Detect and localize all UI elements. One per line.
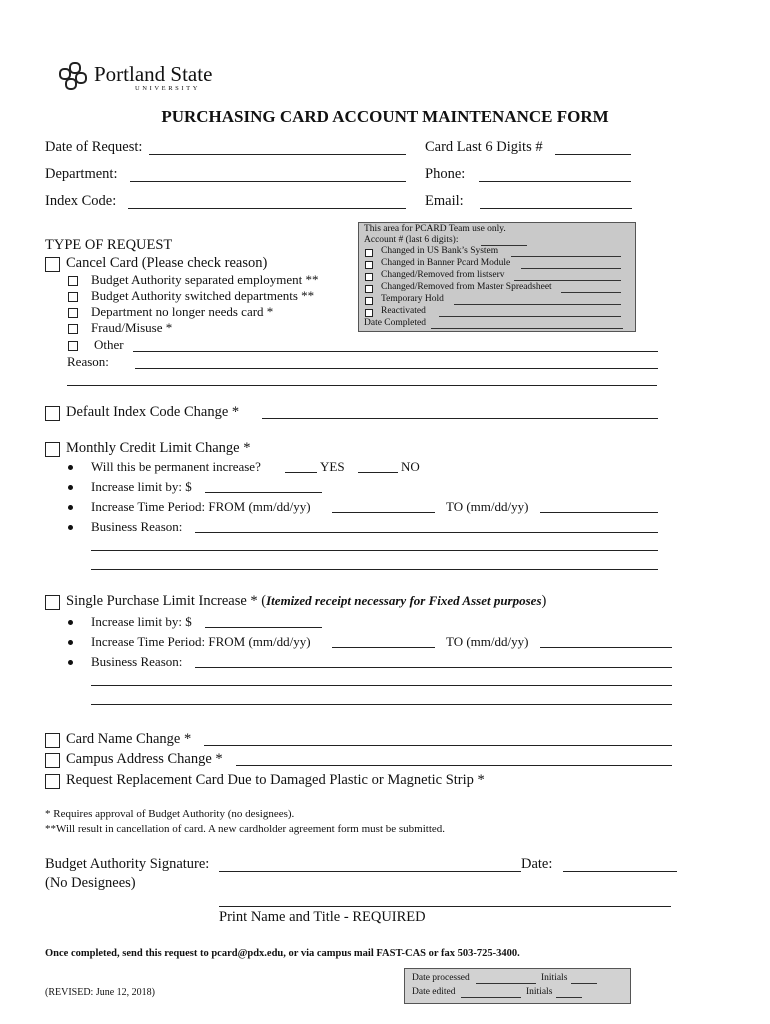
bullet	[68, 525, 73, 530]
pcard-item-checkbox[interactable]	[365, 309, 373, 317]
bullet	[68, 465, 73, 470]
single-reason-field-2[interactable]	[91, 685, 672, 686]
replacement-label: Request Replacement Card Due to Damaged Plastic or Magnetic Strip *	[66, 772, 485, 788]
pcard-item-checkbox[interactable]	[365, 249, 373, 257]
date-of-request-field[interactable]	[149, 154, 406, 155]
office-use-area	[404, 968, 631, 1004]
pcard-item-field[interactable]	[561, 292, 621, 293]
permanent-question: Will this be permanent increase?	[91, 459, 261, 474]
cancel-reason-label: Department no longer needs card *	[91, 304, 274, 319]
email-field[interactable]	[480, 208, 632, 209]
date-processed-field[interactable]	[476, 983, 536, 984]
card-name-field[interactable]	[204, 745, 672, 746]
index-code-field[interactable]	[128, 208, 406, 209]
bullet	[68, 485, 73, 490]
increase-by-label: Increase limit by: $	[91, 614, 192, 629]
single-limit-heading: Single Purchase Limit Increase * (	[66, 593, 267, 609]
reason-checkbox[interactable]	[68, 276, 78, 286]
logo-mark-icon	[56, 60, 90, 92]
other-field[interactable]	[133, 351, 658, 352]
pcard-item-field[interactable]	[514, 280, 621, 281]
pcard-item: Changed in US Bank’s System	[381, 246, 499, 256]
single-increase-field[interactable]	[205, 627, 322, 628]
cancel-reason-label: Fraud/Misuse *	[91, 320, 173, 335]
initials-label: Initials	[541, 973, 568, 983]
business-reason-label: Business Reason:	[91, 519, 183, 534]
logo-sub: UNIVERSITY	[135, 85, 200, 92]
date-edited-field[interactable]	[461, 997, 521, 998]
other-label: Other	[94, 337, 124, 352]
note-cancellation: **Will result in cancellation of card. A new cardholder agreement form must be submitted.	[45, 823, 446, 835]
single-limit-checkbox[interactable]	[45, 595, 60, 610]
yes-label: YES	[320, 459, 345, 474]
period-from-label: Increase Time Period: FROM (mm/dd/yy)	[91, 499, 311, 514]
monthly-increase-field[interactable]	[205, 492, 322, 493]
no-label: NO	[401, 459, 420, 474]
monthly-from-field[interactable]	[332, 512, 435, 513]
pcard-item-field[interactable]	[439, 316, 621, 317]
increase-by-label: Increase limit by: $	[91, 479, 192, 494]
bullet	[68, 505, 73, 510]
send-instructions: Once completed, send this request to pcard@pdx.edu, or via campus mail FAST-CAS or fax 503-725-3400.	[45, 948, 520, 959]
pcard-date-completed-label: Date Completed	[364, 318, 426, 328]
pcard-account-label: Account # (last 6 digits):	[364, 235, 459, 245]
print-name-field[interactable]	[219, 906, 671, 907]
monthly-reason-field-2[interactable]	[91, 550, 658, 551]
pcard-item-checkbox[interactable]	[365, 273, 373, 281]
pcard-item: Changed in Banner Pcard Module	[381, 258, 511, 268]
initials-processed-field[interactable]	[571, 983, 597, 984]
yes-field[interactable]	[285, 472, 317, 473]
email-label: Email:	[425, 193, 464, 209]
reason-label: Reason:	[67, 354, 109, 369]
reason-checkbox[interactable]	[68, 308, 78, 318]
monthly-reason-field[interactable]	[195, 532, 658, 533]
signature-date-field[interactable]	[563, 871, 677, 872]
initials-edited-field[interactable]	[556, 997, 582, 998]
campus-address-checkbox[interactable]	[45, 753, 60, 768]
date-of-request-label: Date of Request:	[45, 139, 143, 155]
single-limit-label	[66, 593, 546, 610]
monthly-limit-label: Monthly Credit Limit Change *	[66, 440, 251, 456]
monthly-reason-field-3[interactable]	[91, 569, 658, 570]
reason-checkbox[interactable]	[68, 292, 78, 302]
single-from-field[interactable]	[332, 647, 435, 648]
card-name-checkbox[interactable]	[45, 733, 60, 748]
logo-name: Portland State	[94, 62, 213, 86]
default-index-checkbox[interactable]	[45, 406, 60, 421]
note-approval: * Requires approval of Budget Authority (no designees).	[45, 808, 295, 820]
pcard-item-checkbox[interactable]	[365, 261, 373, 269]
period-from-label: Increase Time Period: FROM (mm/dd/yy)	[91, 634, 311, 649]
cancel-reason-label: Budget Authority separated employment **	[91, 272, 319, 287]
signature-field[interactable]	[219, 871, 521, 872]
type-of-request-heading: TYPE OF REQUEST	[45, 237, 173, 253]
bullet	[68, 660, 73, 665]
pcard-item: Reactivated	[381, 306, 426, 316]
date-edited-label: Date edited	[412, 987, 456, 997]
cancel-card-label: Cancel Card (Please check reason)	[66, 255, 268, 271]
monthly-to-field[interactable]	[540, 512, 658, 513]
card-last-6-field[interactable]	[555, 154, 631, 155]
pcard-item: Temporary Hold	[381, 294, 444, 304]
reason-field-extra[interactable]	[67, 385, 657, 386]
card-name-label: Card Name Change *	[66, 731, 192, 747]
print-name-label: Print Name and Title - REQUIRED	[219, 909, 426, 925]
no-field[interactable]	[358, 472, 398, 473]
bullet	[68, 620, 73, 625]
pcard-item-checkbox[interactable]	[365, 297, 373, 305]
pcard-date-completed-field[interactable]	[431, 328, 623, 329]
monthly-limit-checkbox[interactable]	[45, 442, 60, 457]
no-designees-label: (No Designees)	[45, 875, 136, 891]
default-index-field[interactable]	[262, 418, 658, 419]
single-reason-field[interactable]	[195, 667, 672, 668]
default-index-label: Default Index Code Change *	[66, 404, 240, 420]
pcard-item-field[interactable]	[521, 268, 621, 269]
single-limit-close: )	[541, 593, 547, 609]
business-reason-label: Business Reason:	[91, 654, 183, 669]
bullet	[68, 640, 73, 645]
pcard-area-heading: This area for PCARD Team use only.	[364, 224, 506, 234]
period-to-label: TO (mm/dd/yy)	[446, 634, 529, 649]
revised-date: (REVISED: June 12, 2018)	[45, 987, 155, 998]
form-title: PURCHASING CARD ACCOUNT MAINTENANCE FORM	[161, 107, 609, 126]
pcard-item: Changed/Removed from Master Spreadsheet	[381, 282, 552, 292]
single-limit-note: Itemized receipt necessary for Fixed Asset purposes	[266, 593, 542, 608]
pcard-item-checkbox[interactable]	[365, 285, 373, 293]
signature-date-label: Date:	[521, 856, 553, 872]
reason-checkbox[interactable]	[68, 324, 78, 334]
card-last-6-label: Card Last 6 Digits #	[425, 139, 543, 155]
cancel-reason-label: Budget Authority switched departments **	[91, 288, 315, 303]
pcard-item: Changed/Removed from listserv	[381, 270, 505, 280]
date-processed-label: Date processed	[412, 973, 470, 983]
single-reason-field-3[interactable]	[91, 704, 672, 705]
phone-label: Phone:	[425, 166, 466, 182]
pcard-team-area	[358, 222, 636, 332]
reason-field[interactable]	[135, 368, 658, 369]
period-to-label: TO (mm/dd/yy)	[446, 499, 529, 514]
cancel-card-checkbox[interactable]	[45, 257, 60, 272]
campus-address-label: Campus Address Change *	[66, 751, 223, 767]
single-to-field[interactable]	[540, 647, 672, 648]
pcard-item-field[interactable]	[511, 256, 621, 257]
pcard-item-field[interactable]	[454, 304, 621, 305]
initials-label: Initials	[526, 987, 553, 997]
department-field[interactable]	[130, 181, 406, 182]
campus-address-field[interactable]	[236, 765, 672, 766]
replacement-checkbox[interactable]	[45, 774, 60, 789]
signature-label: Budget Authority Signature:	[45, 856, 210, 872]
other-checkbox[interactable]	[68, 341, 78, 351]
department-label: Department:	[45, 166, 118, 182]
index-code-label: Index Code:	[45, 193, 117, 209]
phone-field[interactable]	[479, 181, 631, 182]
